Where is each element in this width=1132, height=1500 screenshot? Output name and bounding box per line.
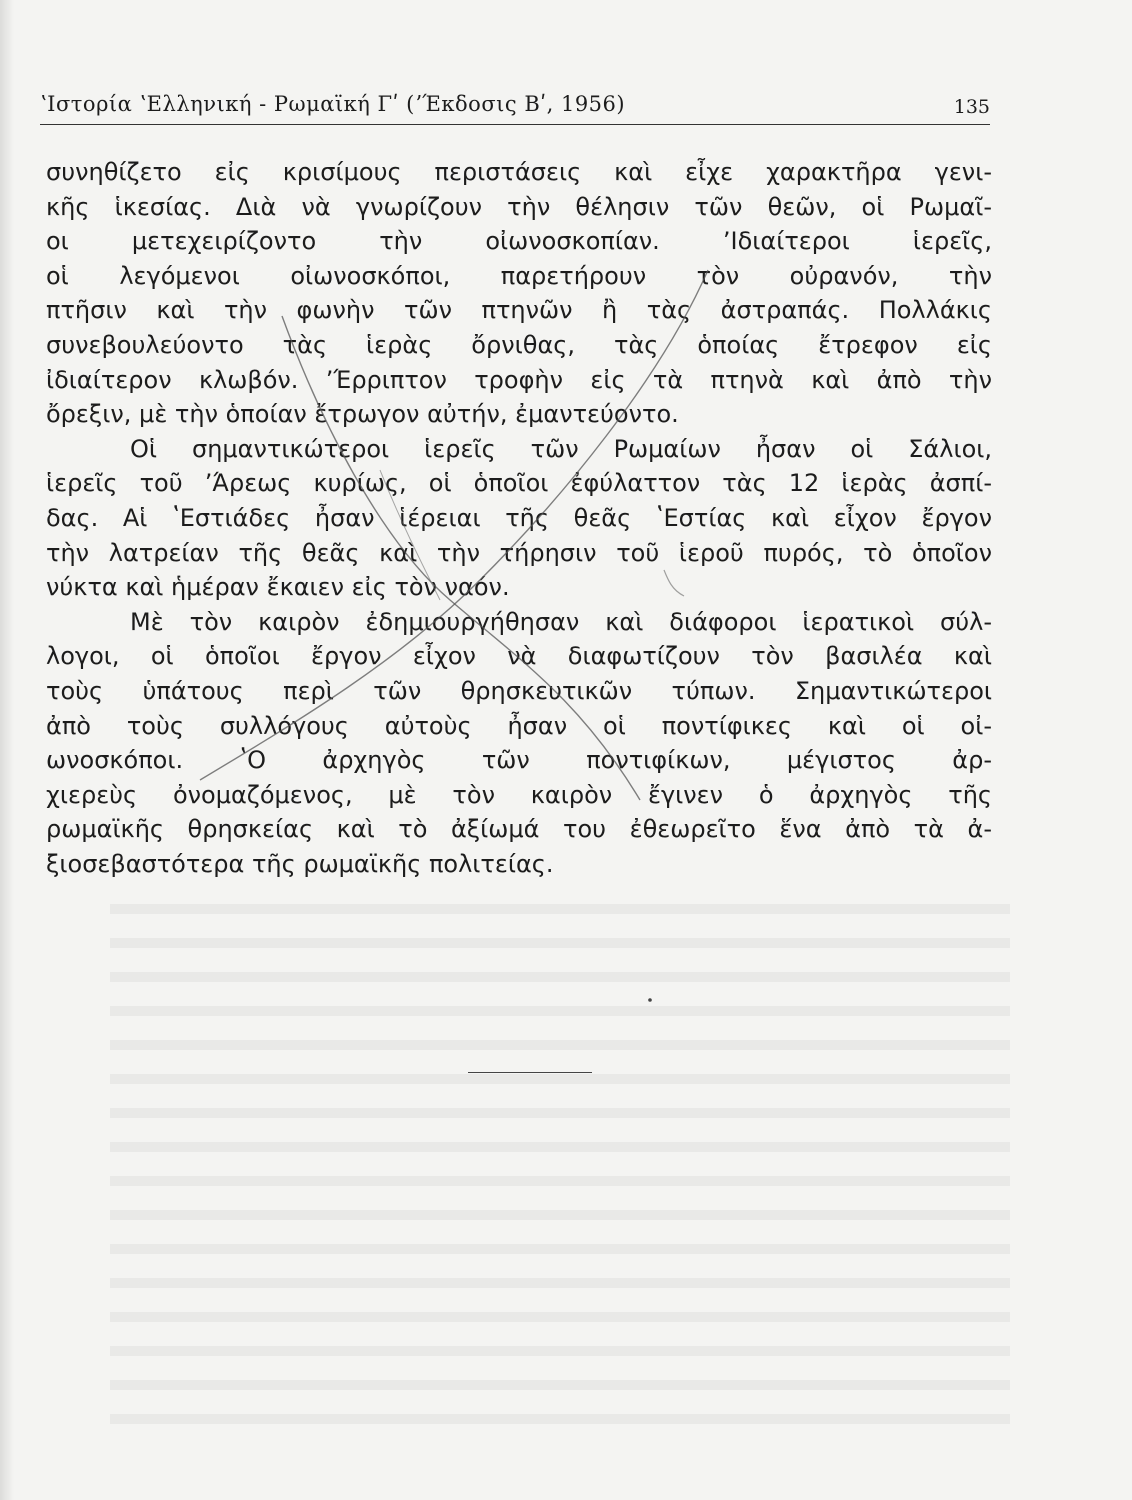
text-line: ἀπὸ τοὺς συλλόγους αὐτοὺς ἦσαν οἱ ποντίφικες καὶ οἱ οἰ-: [46, 711, 992, 740]
text-line: ρωμαϊκῆς θρησκείας καὶ τὸ ἀξίωμά του ἐθεωρεῖτο ἕνα ἀπὸ τὰ ἀ-: [46, 815, 992, 844]
text-line: τοὺς ὑπάτους περὶ τῶν θρησκευτικῶν τύπων. Σημαντικώτεροι: [46, 676, 992, 705]
text-line: δας. Αἱ ʽΕστιάδες ἦσαν ἱέρειαι τῆς θεᾶς ʽΕστίας καὶ εἶχον ἔργον: [46, 503, 992, 532]
text-line: οἱ λεγόμενοι οἰωνοσκόποι, παρετήρουν τὸν οὐρανόν, τὴν: [46, 261, 992, 290]
text-line: συνηθίζετο εἰς κρισίμους περιστάσεις καὶ εἶχε χαρακτῆρα γενι-: [46, 158, 992, 186]
running-header: [40, 88, 990, 125]
end-rule: [468, 1072, 592, 1073]
book-title: ʽΙστορία ʽΕλληνική - Ρωμαϊκή Γʹ (ʼΈκδοσις Βʹ, 1956): [40, 92, 626, 116]
text-line: νύκτα καὶ ἡμέραν ἔκαιεν εἰς τὸν ναόν.: [46, 573, 510, 602]
text-line: τὴν λατρείαν τῆς θεᾶς καὶ τὴν τήρησιν τοῦ ἱεροῦ πυρός, τὸ ὁποῖον: [46, 538, 992, 567]
text-line: συνεβουλεύοντο τὰς ἱερὰς ὄρνιθας, τὰς ὁποίας ἔτρεφον εἰς: [46, 330, 992, 359]
text-line: Οἱ σημαντικώτεροι ἱερεῖς τῶν Ρωμαίων ἦσαν οἱ Σάλιοι,: [130, 434, 992, 463]
scan-edge: [0, 0, 14, 1500]
text-line: ωνοσκόποι. ʽΟ ἀρχηγὸς τῶν ποντιφίκων, μέγιστος ἀρ-: [46, 746, 992, 775]
body-text: [46, 155, 992, 881]
text-line: ἰδιαίτερον κλωβόν. ʼΈρριπτον τροφὴν εἰς τὰ πτηνὰ καὶ ἀπὸ τὴν: [46, 365, 992, 394]
text-line: ἱερεῖς τοῦ ʼΆρεως κυρίως, οἱ ὁποῖοι ἐφύλαττον τὰς 12 ἱερὰς ἀσπί-: [46, 469, 992, 498]
text-line: χιερεὺς ὀνομαζόμενος, μὲ τὸν καιρὸν ἔγινεν ὁ ἀρχηγὸς τῆς: [46, 780, 992, 809]
text-line: λογοι, οἱ ὁποῖοι ἔργον εἶχον νὰ διαφωτίζουν τὸν βασιλέα καὶ: [46, 642, 992, 671]
text-line: ξιοσεβαστότερα τῆς ρωμαϊκῆς πολιτείας.: [46, 849, 554, 878]
show-through-text: [110, 880, 1010, 1440]
text-line: πτῆσιν καὶ τὴν φωνὴν τῶν πτηνῶν ἢ τὰς ἀστραπάς. Πολλάκις: [46, 296, 992, 325]
text-line: ὄρεξιν, μὲ τὴν ὁποίαν ἔτρωγον αὐτήν, ἐμαντεύοντο.: [46, 400, 679, 429]
text-line: οι μετεχειρίζοντο τὴν οἰωνοσκοπίαν. ʼΙδιαίτεροι ἱερεῖς,: [46, 227, 992, 256]
page-number: 135: [953, 96, 990, 118]
text-line: Μὲ τὸν καιρὸν ἐδημιουργήθησαν καὶ διάφοροι ἱερατικοὶ σύλ-: [130, 607, 992, 636]
text-line: κῆς ἱκεσίας. Διὰ νὰ γνωρίζουν τὴν θέλησιν τῶν θεῶν, οἱ Ρωμαῖ-: [46, 192, 992, 221]
